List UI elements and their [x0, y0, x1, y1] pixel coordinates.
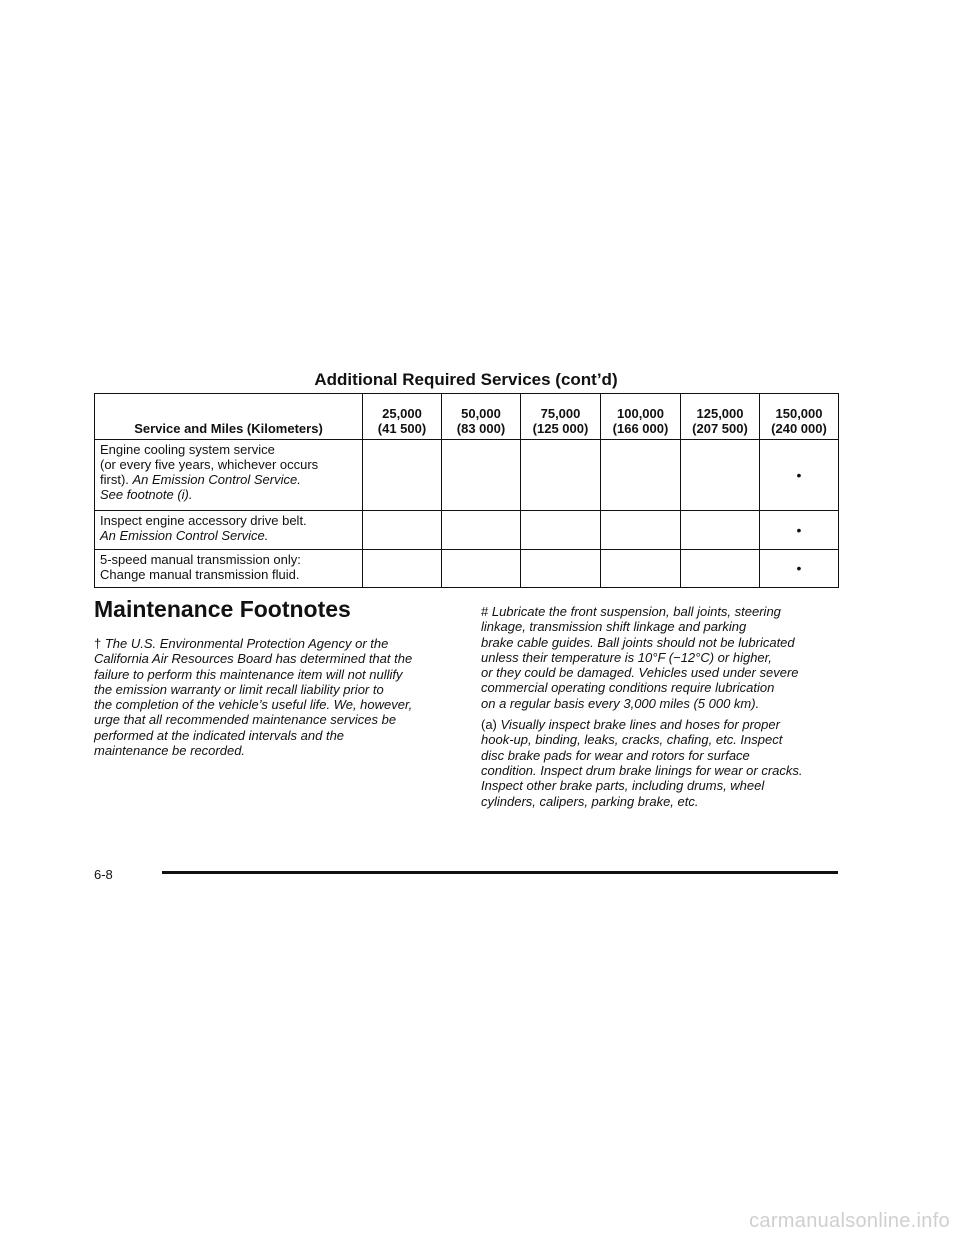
footnote-symbol: †: [94, 636, 105, 651]
interval-mark: [521, 440, 601, 511]
footnote-text: Visually inspect brake lines and hoses for proper hook-up, binding, leaks, cracks, chafing, etc. Inspect disc brake pads for wear and rotors for surface condition. Inspect drum brake linings for wear or cracks. Inspect other brake parts, including drums, wheel cylinders, calipers, parking brake, etc.: [481, 717, 803, 809]
header-interval-6: 150,000 (240 000): [760, 394, 839, 440]
page-number: 6-8: [94, 867, 113, 882]
header-interval-5: 125,000 (207 500): [681, 394, 760, 440]
interval-mark: [363, 511, 442, 550]
header-interval-2: 50,000 (83 000): [442, 394, 521, 440]
footnote-dagger: [94, 636, 452, 758]
footnote-hash: [481, 604, 843, 711]
interval-mark: [521, 511, 601, 550]
interval-mark: [681, 511, 760, 550]
interval-mark: [442, 550, 521, 588]
service-description: Engine cooling system service (or every five years, whichever occurs first). An Emission Control Service. See footnote (i).: [95, 440, 363, 511]
footnote-symbol: #: [481, 604, 492, 619]
services-table: [94, 393, 839, 588]
service-description: Inspect engine accessory drive belt. An Emission Control Service.: [95, 511, 363, 550]
footnotes-right-column: [481, 604, 843, 815]
footer-rule: [162, 871, 838, 874]
interval-mark: [363, 550, 442, 588]
watermark-text: carmanualsonline.info: [749, 1210, 950, 1232]
interval-mark: [681, 440, 760, 511]
header-interval-1: 25,000 (41 500): [363, 394, 442, 440]
header-service: Service and Miles (Kilometers): [95, 394, 363, 440]
header-interval-3: 75,000 (125 000): [521, 394, 601, 440]
section-heading: Maintenance Footnotes: [94, 596, 351, 622]
table-row: [95, 440, 839, 511]
table-header-row: [95, 394, 839, 440]
interval-mark: [521, 550, 601, 588]
service-description: 5-speed manual transmission only: Change manual transmission fluid.: [95, 550, 363, 588]
table-title: Additional Required Services (cont’d): [314, 370, 618, 389]
interval-mark: [442, 511, 521, 550]
interval-mark: [601, 440, 681, 511]
interval-mark: [363, 440, 442, 511]
footnote-text: Lubricate the front suspension, ball joints, steering linkage, transmission shift linkage and parking brake cable guides. Ball joints should not be lubricated unless their temperature is 10°F (−12°C) or higher, or they could be damaged. Vehicles used under severe commercial operating conditions require lubrication on a regular basis every 3,000 miles (5 000 km).: [481, 604, 799, 711]
footnote-a: [481, 717, 843, 809]
interval-mark: [601, 511, 681, 550]
interval-mark: •: [760, 550, 839, 588]
interval-mark: •: [760, 440, 839, 511]
table-row: [95, 511, 839, 550]
footnote-text: The U.S. Environmental Protection Agency or the California Air Resources Board has determined that the failure to perform this maintenance item will not nullify the emission warranty or limit recall liability prior to the completion of the vehicle’s useful life. We, however, urge that all recommended maintenance services be performed at the indicated intervals and the maintenance be recorded.: [94, 636, 413, 759]
footnote-symbol: (a): [481, 717, 501, 733]
table-row: [95, 550, 839, 588]
interval-mark: [442, 440, 521, 511]
header-interval-4: 100,000 (166 000): [601, 394, 681, 440]
interval-mark: [601, 550, 681, 588]
interval-mark: •: [760, 511, 839, 550]
interval-mark: [681, 550, 760, 588]
